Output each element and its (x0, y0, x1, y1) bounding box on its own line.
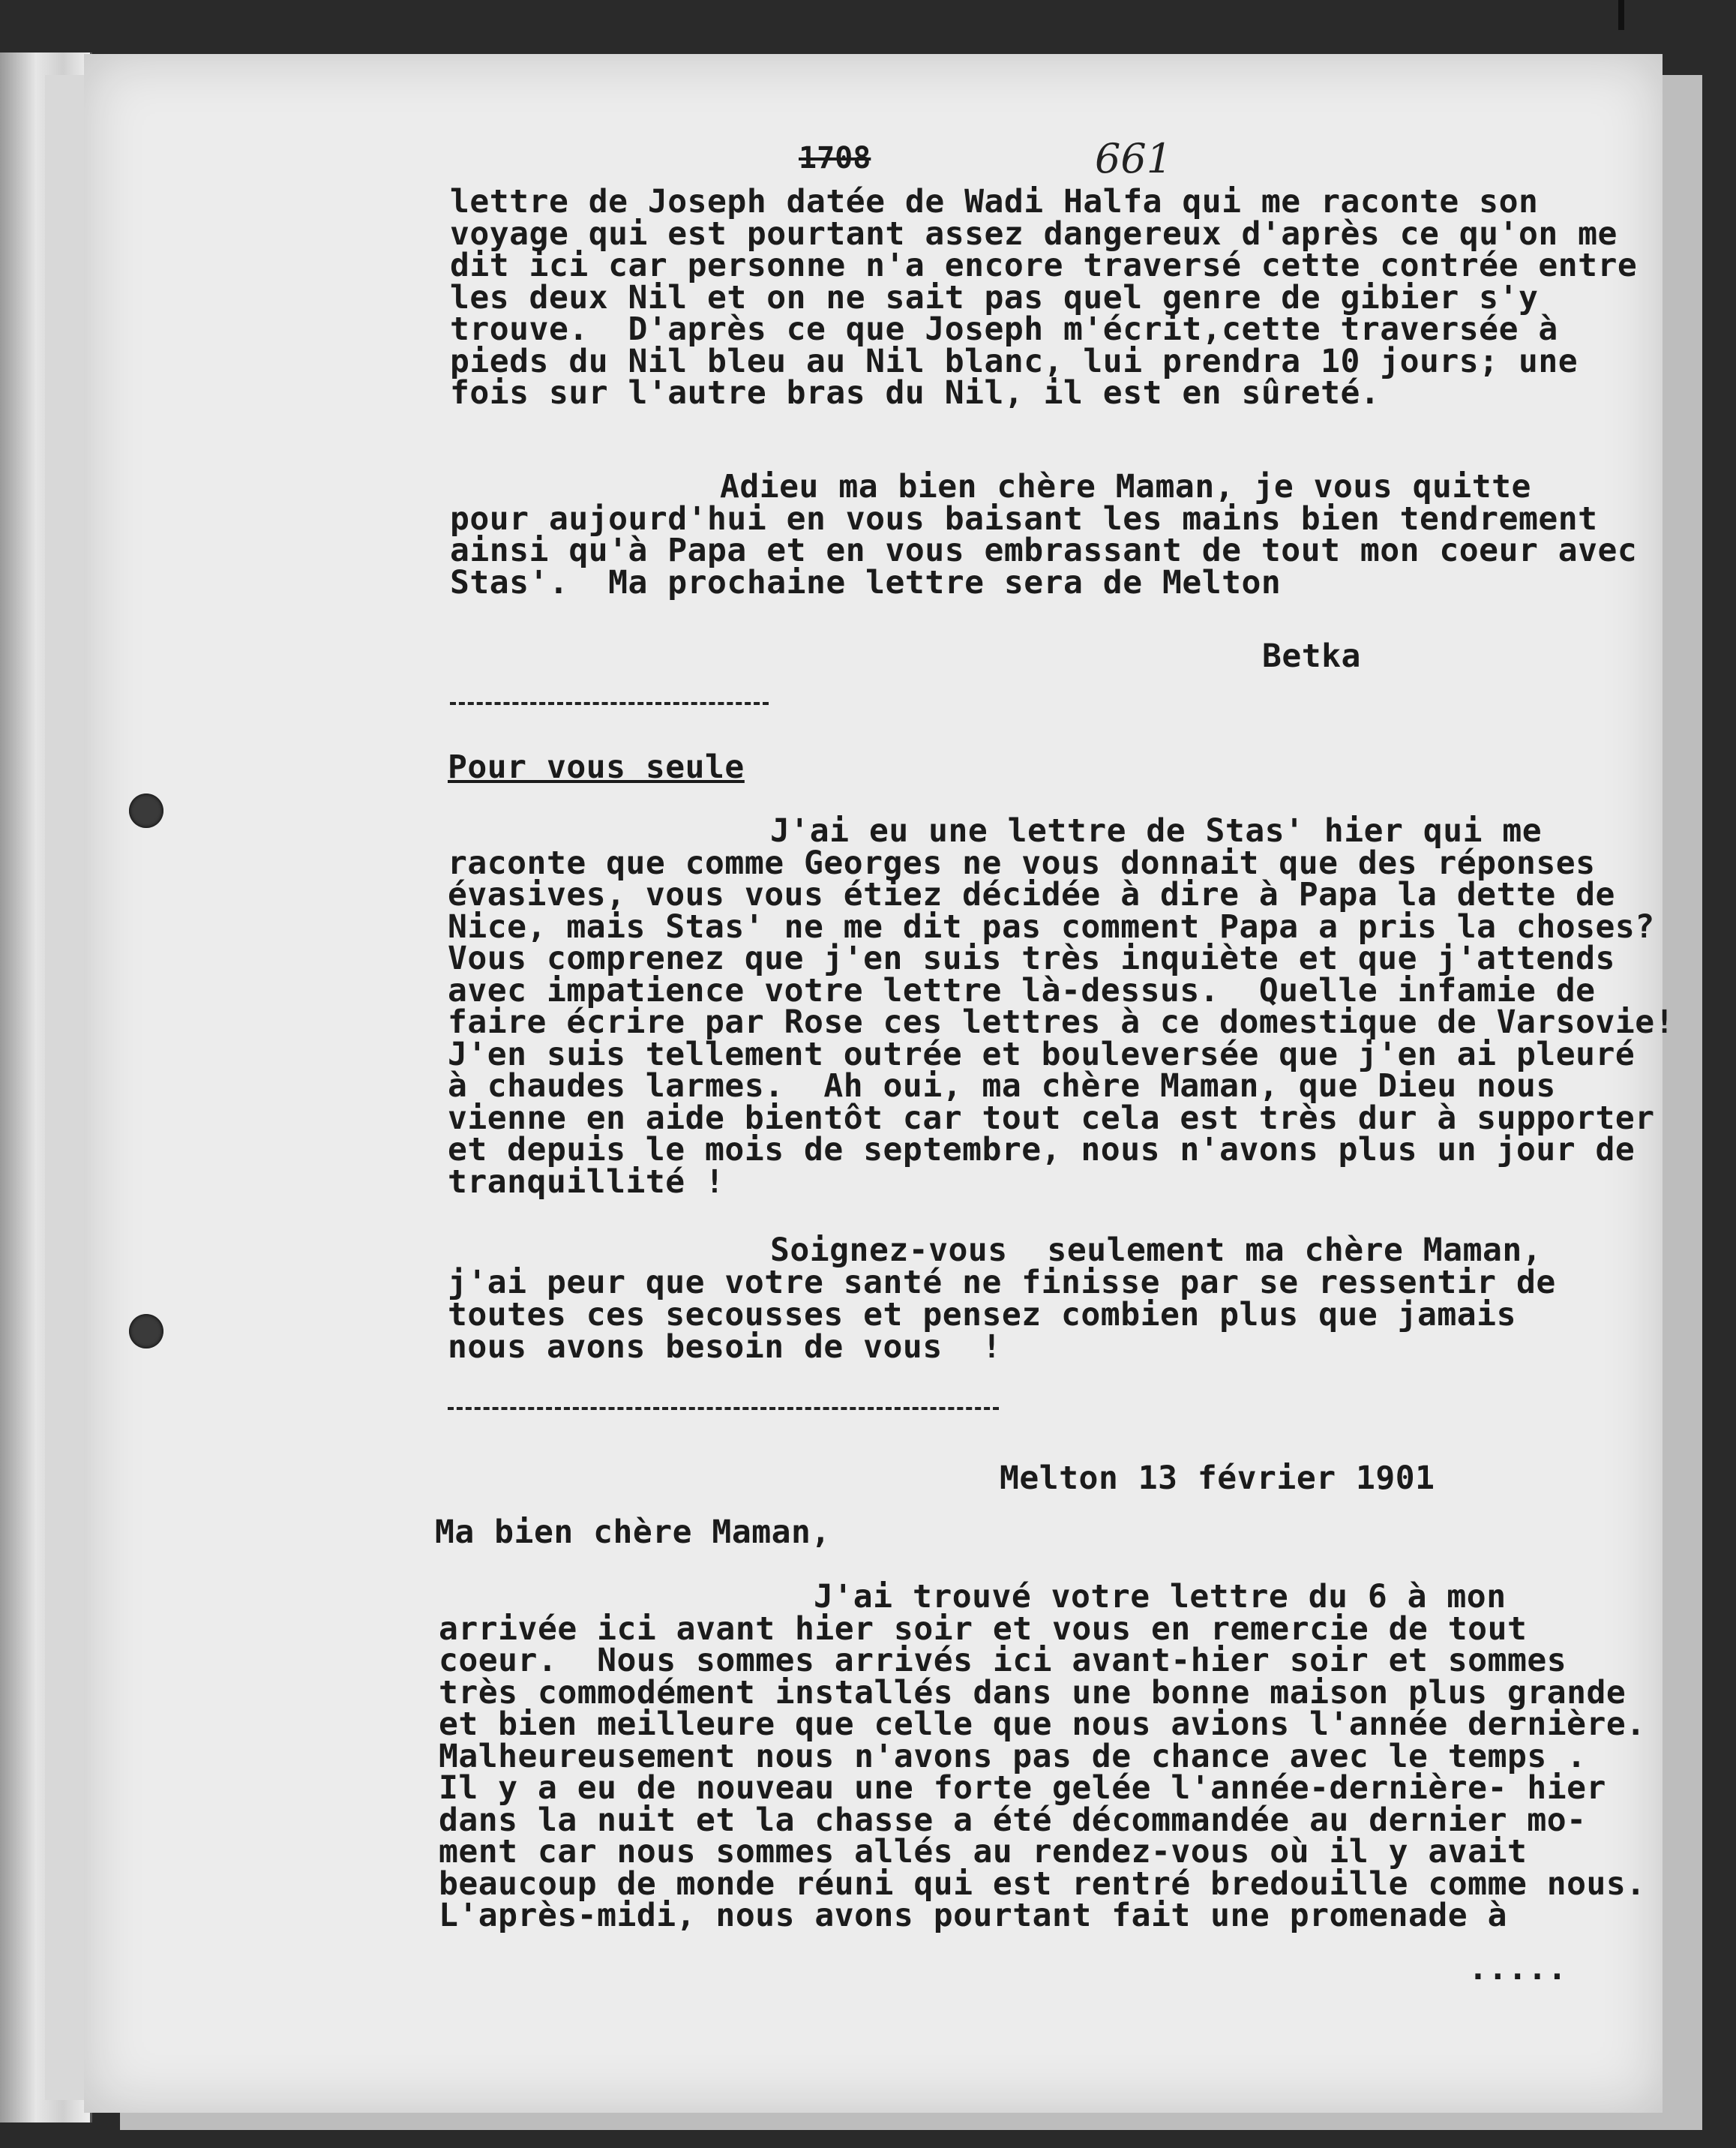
separator-line (450, 702, 769, 705)
text-line: voyage qui est pourtant assez dangereux d'après ce qu'on me (450, 214, 1618, 253)
continuation-mark: ..... (1468, 1950, 1567, 1988)
text-line: J'ai trouvé votre lettre du 6 à mon (814, 1578, 1507, 1616)
text-line: lettre de Joseph datée de Wadi Halfa qui me raconte son (450, 183, 1539, 220)
text-line: Malheureusement nous n'avons pas de chance avec le temps . (439, 1737, 1587, 1775)
handwritten-page-number: 661 (1095, 135, 1173, 182)
text-line: vienne en aide bientôt car tout cela est très dur à supporter (448, 1099, 1655, 1137)
text-line: avec impatience votre lettre là-dessus. Quelle infamie de (448, 971, 1596, 1010)
text-line: ainsi qu'à Papa et en vous embrassant de tout mon coeur avec (450, 532, 1638, 569)
text-line: Stas'. Ma prochaine lettre sera de Melton (450, 563, 1282, 602)
text-line: nous avons besoin de vous ! (448, 1328, 1002, 1366)
salutation: Ma bien chère Maman, (435, 1514, 831, 1551)
text-line: à chaudes larmes. Ah oui, ma chère Maman, que Dieu nous (448, 1067, 1556, 1105)
corner-mark (1618, 0, 1624, 30)
text-line: j'ai peur que votre santé ne finisse par se ressentir de (448, 1264, 1556, 1301)
text-line: coeur. Nous sommes arrivés ici avant-hier soir et sommes (439, 1642, 1567, 1679)
text-line: et bien meilleure que celle que nous avions l'année dernière. (439, 1706, 1646, 1743)
text-line: J'ai eu une lettre de Stas' hier qui me (770, 812, 1543, 850)
text-line: pour aujourd'hui en vous baisant les mains bien tendrement (450, 500, 1598, 538)
text-line: pieds du Nil bleu au Nil blanc, lui prendra 10 jours; une (450, 342, 1579, 380)
text-line: tranquillité ! (448, 1162, 725, 1201)
text-line: Nice, mais Stas' ne me dit pas comment Papa a pris la choses? (448, 908, 1655, 946)
text-line: J'en suis tellement outrée et bouleversée que j'en ai pleuré (448, 1035, 1636, 1073)
text-line: arrivée ici avant hier soir et vous en remercie de tout (439, 1610, 1528, 1648)
text-line: et depuis le mois de septembre, nous n'avons plus un jour de (448, 1131, 1636, 1168)
text-line: les deux Nil et on ne sait pas quel genre de gibier s'y (450, 278, 1539, 316)
text-line: fois sur l'autre bras du Nil, il est en sûreté. (450, 374, 1381, 412)
text-line: trouve. D'après ce que Joseph m'écrit,cette traversée à (450, 310, 1558, 348)
text-line: évasives, vous vous étiez décidée à dire à Papa la dette de (448, 876, 1615, 914)
text-line: ment car nous sommes allés au rendez-vous où il y avait (439, 1833, 1528, 1870)
separator-line (448, 1407, 999, 1410)
text-line: Adieu ma bien chère Maman, je vous quitte (720, 468, 1531, 506)
text-line: Il y a eu de nouveau une forte gelée l'année-dernière- hier (439, 1769, 1606, 1807)
text-line: dans la nuit et la chasse a été décommandée au dernier mo- (439, 1801, 1587, 1839)
text-line: Vous comprenez que j'en suis très inquiète et que j'attends (448, 940, 1615, 977)
page-number: 1708 (799, 141, 871, 176)
text-line: L'après-midi, nous avons pourtant fait une promenade à (439, 1897, 1507, 1934)
text-line: raconte que comme Georges ne vous donnait que des réponses (448, 844, 1596, 882)
text-line: toutes ces secousses et pensez combien plus que jamais (448, 1296, 1516, 1334)
text-line: beaucoup de monde réuni qui est rentré bredouille comme nous. (439, 1864, 1646, 1903)
place-date: Melton 13 février 1901 (1000, 1460, 1435, 1497)
punch-hole-icon (129, 1314, 163, 1348)
section-heading: Pour vous seule (448, 748, 745, 786)
text-line: Soignez-vous seulement ma chère Maman, (770, 1232, 1543, 1269)
text-line: faire écrire par Rose ces lettres à ce domestique de Varsovie! (448, 1004, 1675, 1041)
text-line: dit ici car personne n'a encore traversé cette contrée entre (450, 247, 1638, 284)
punch-hole-icon (129, 794, 163, 828)
text-line: très commodément installés dans une bonne maison plus grande (439, 1673, 1627, 1712)
signature: Betka (1262, 638, 1361, 675)
